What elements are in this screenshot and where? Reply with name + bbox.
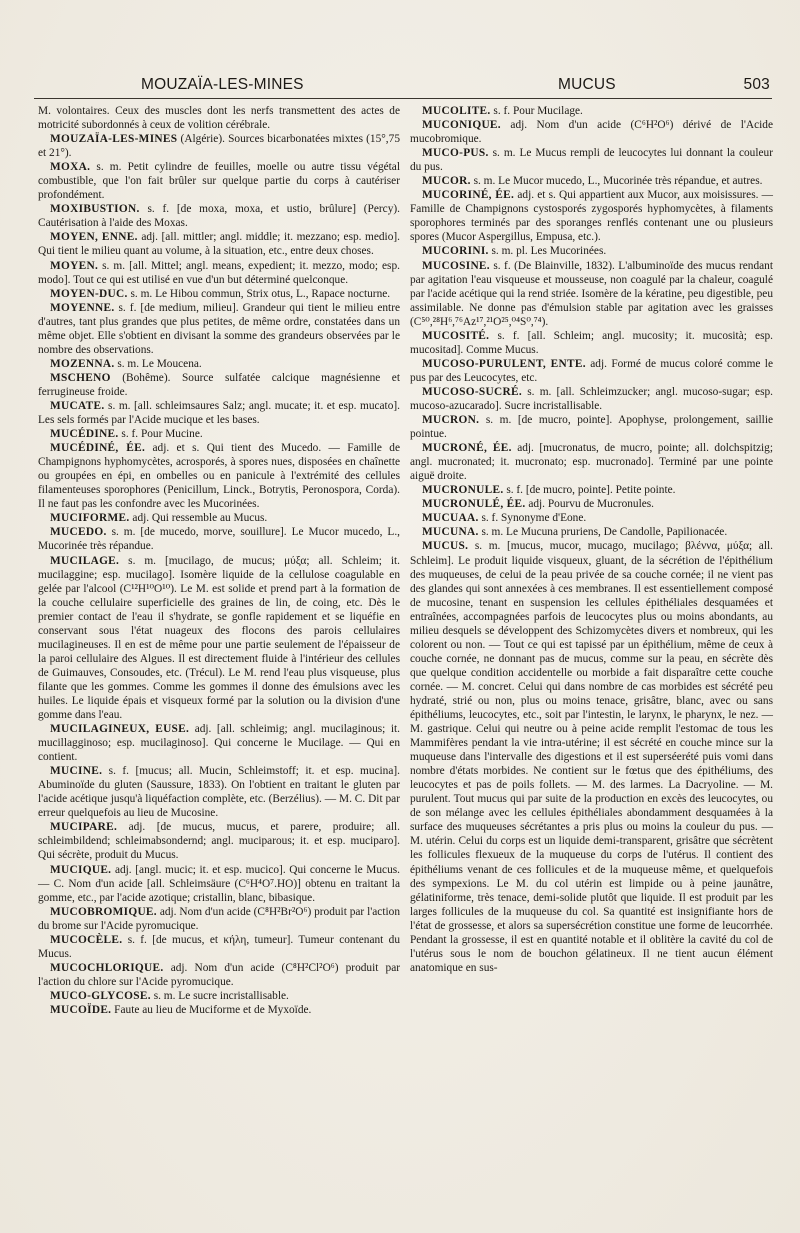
dictionary-entry	[38, 287, 400, 301]
dictionary-entry	[410, 511, 773, 525]
entry-definition: s. m. [de mucedo, morve, souillure]. Le Mucor mucedo, L., Mucorinée très répandue.	[38, 526, 401, 553]
entry-headword: MUCRONULÉ, ÉE.	[422, 498, 526, 511]
entry-definition: adj. et s. Qui tient des Mucedo. — Famille de Champignons hyphomycètes, acrosporés, à spores nues, disposées en chaînette ou groupées en épi, en ombelles ou en panicule à l'extrémité des cellules filamenteuses sporophores (Penicillum, Linck., Botrytis, Peronospora, Corda). Il ne faut pas les confondre avec les Mucorinées.	[38, 442, 400, 511]
dictionary-entry	[410, 357, 773, 385]
dictionary-entry	[38, 764, 400, 820]
entry-definition: adj. et s. Qui appartient aux Mucor, aux moisissures. — Famille de Champignons cystosporés zygosporés hyphomycètes, à filaments sporophores terminés par des sporanges renflés contenant une ou plusieurs spores (Mucor Aspergillus, Empusa, etc.).	[410, 189, 773, 244]
entry-headword: MUCEDO.	[50, 526, 107, 539]
entry-headword: MUCOSINE.	[422, 259, 490, 272]
dictionary-entry	[38, 511, 400, 525]
entry-headword: MOYEN-DUC.	[50, 287, 128, 300]
dictionary-entry	[410, 174, 773, 188]
entry-headword: MUCRONULE.	[422, 484, 504, 497]
dictionary-entry	[38, 301, 400, 357]
entry-definition: s. m. Le Hibou commun, Strix otus, L., Rapace nocturne.	[130, 287, 391, 300]
entry-definition: s. f. (De Blainville, 1832). L'albuminoïde des mucus rendant par agitation l'eau visqueuse et mousseuse, non coagulé par la chaleur, coagulé par l'acide acétique qui la rend striée. Isomère de la kératine, peu digestible, peu assimilable. Ne donne pas d'émulsion stable par agitation avec les graisses (C⁵⁰,²⁸H⁶,⁷⁶Az¹⁷,²¹O²⁵,⁰⁴S⁰,⁷⁴).	[410, 259, 773, 328]
entry-definition: s. m. Le Moucena.	[117, 357, 202, 370]
entry-headword: MUCIPARE.	[50, 821, 118, 834]
entry-headword: MUCOSITÉ.	[422, 329, 490, 342]
entry-definition: s. f. Synonyme d'Eone.	[481, 512, 587, 525]
dictionary-entry	[410, 497, 773, 511]
entry-headword: MUCORINI.	[422, 245, 489, 258]
dictionary-entry	[38, 427, 400, 441]
dictionary-entry	[410, 118, 773, 146]
dictionary-entry	[410, 244, 773, 258]
entry-headword: MOYEN, ENNE.	[50, 231, 138, 244]
entry-headword: MUCO-GLYCOSE.	[50, 989, 151, 1002]
dictionary-entry	[38, 202, 400, 230]
entry-headword: MOYEN.	[50, 259, 99, 272]
dictionary-entry	[38, 132, 400, 160]
dictionary-entry	[38, 722, 400, 764]
entry-headword: MUCRON.	[422, 414, 480, 427]
dictionary-entry	[38, 399, 400, 427]
entry-headword: MOXA.	[50, 161, 91, 174]
dictionary-entry	[410, 329, 773, 357]
running-header	[38, 76, 770, 96]
entry-headword: MUCORINÉ, ÉE.	[422, 189, 515, 202]
entry-definition: adj. Pourvu de Mucronules.	[528, 498, 655, 511]
entry-headword: MUCÉDINÉ, ÉE.	[50, 442, 146, 455]
dictionary-entry	[410, 188, 773, 244]
header-left-word: MOUZAÏA-LES-MINES	[141, 76, 304, 93]
entry-headword: MOZENNA.	[50, 357, 115, 370]
entry-headword: MUCATE.	[50, 399, 105, 412]
dictionary-entry	[38, 357, 400, 371]
entry-headword: MUCÉDINE.	[50, 428, 119, 441]
dictionary-entry	[38, 160, 400, 202]
entry-definition: s. m. Le Mucuna pruriens, De Candolle, Papilionacée.	[481, 526, 728, 539]
entry-definition: adj. Qui ressemble au Mucus.	[132, 512, 268, 525]
entry-definition: s. m. Le sucre incristallisable.	[153, 989, 289, 1002]
entry-headword: MUCOCHLORIQUE.	[50, 961, 164, 974]
entry-headword: MOXIBUSTION.	[50, 203, 140, 216]
entry-headword: MUCUNA.	[422, 526, 479, 539]
entry-headword: MUCRONÉ, ÉE.	[422, 442, 512, 455]
right-column	[410, 104, 773, 975]
entry-headword: MUCUS.	[422, 540, 469, 553]
dictionary-entry	[38, 1003, 400, 1017]
entry-definition: adj. [angl. mucic; it. et esp. mucico]. Qui concerne le Mucus. — C. Nom d'un acide [all. Schleimsäure (C⁶H⁴O⁷.HO)] obtenu en traitant la gomme, etc., par l'acide azotique; cristallin, blanc, bibasique.	[38, 863, 400, 904]
dictionary-entry	[410, 413, 773, 441]
dictionary-entry	[38, 989, 400, 1003]
entry-definition: s. m. [all. Mittel; angl. means, expedient; it. mezzo, modo; esp. modo]. Tout ce qui est utilisé en vue d'un but déterminé quelconque.	[38, 259, 400, 286]
entry-definition: s. m. pl. Les Mucorinées.	[491, 245, 607, 258]
entry-definition: s. f. Pour Mucilage.	[493, 105, 583, 117]
entry-headword: MUCO-PUS.	[422, 147, 489, 160]
entry-definition: s. m. [de mucro, pointe]. Apophyse, prolongement, saillie pointue.	[410, 414, 774, 441]
header-rule	[34, 98, 772, 99]
dictionary-entry	[38, 230, 400, 258]
entry-headword: MUCOBROMIQUE.	[50, 905, 157, 918]
dictionary-entry	[38, 863, 400, 905]
header-right-word: MUCUS	[558, 76, 616, 93]
entry-headword: MUCOCÈLE.	[50, 933, 123, 946]
entry-definition: s. f. [mucus; all. Mucin, Schleimstoff; it. et esp. mucina]. Abuminoïde du gluten (Saussure, 1833). On l'obtient en traitant le gluten par l'acide acétique jusqu'à liquéfaction complète, etc. (Berzélius). — M. C. Dit par erreur quelquefois au lieu de Mucosine.	[38, 765, 401, 820]
entry-definition: s. f. [all. Schleim; angl. mucosity; it. mucosità; esp. mucositad]. Comme Mucus.	[410, 329, 773, 356]
entry-headword: MUCOR.	[422, 175, 471, 188]
entry-definition: adj. Formé de mucus coloré comme le pus par des Leucocytes, etc.	[410, 357, 773, 384]
dictionary-entry	[38, 933, 400, 961]
entry-headword: MSCHENO	[50, 371, 111, 384]
entry-headword: MUCILAGINEUX, EUSE.	[50, 723, 190, 736]
dictionary-entry	[38, 441, 400, 511]
entry-definition: s. f. [de medium, milieu]. Grandeur qui tient le milieu entre d'autres, tant plus grandes que plus petites, de même ordre, constatées dans un même objet. Elle s'obtient en divisant la somme des grandeurs observées par le nombre des observations.	[38, 301, 401, 356]
entry-definition: adj. [de mucus, mucus, et parere, produire; all. schleimbildend; schleimabsondernd; angl. muciparous; it. et esp. muciparo]. Qui sécrète, produit du Mucus.	[38, 821, 400, 862]
dictionary-entry	[410, 483, 773, 497]
dictionary-entry	[38, 961, 400, 989]
dictionary-entry	[410, 525, 773, 539]
left-column	[38, 104, 400, 1017]
entry-headword: MUCIQUE.	[50, 863, 112, 876]
page-number: 503	[743, 76, 770, 93]
dictionary-entry	[410, 539, 773, 974]
entry-headword: MUCUAA.	[422, 512, 479, 525]
dictionary-entry	[38, 820, 400, 862]
entry-definition: adj. Nom d'un acide (C⁶H²O⁶) dérivé de l'Acide mucobromique.	[410, 119, 773, 146]
entry-definition: s. f. [de mucus, et κήλη, tumeur]. Tumeur contenant du Mucus.	[38, 933, 400, 960]
entry-headword: MUCOÏDE.	[50, 1004, 112, 1016]
dictionary-entry	[410, 146, 773, 174]
entry-definition: adj. Nom d'un acide (C⁸H²Br²O⁶) produit par l'action du brome sur l'Acide pyromucique.	[38, 905, 400, 932]
entry-headword: MUCOSO-PURULENT, ENTE.	[422, 357, 586, 370]
dictionary-entry	[410, 441, 773, 483]
entry-definition: adj. [all. mittler; angl. middle; it. mezzano; esp. medio]. Qui tient le milieu quant au volume, à la situation, etc., entre deux choses.	[38, 231, 400, 258]
entry-definition: M. volontaires. Ceux des muscles dont les nerfs transmettent des actes de motricité subordonnés à ceux de volition cérébrale.	[38, 105, 400, 132]
entry-headword: MUCILAGE.	[50, 554, 120, 567]
entry-definition: (Algérie). Sources bicarbonatées mixtes (15°,75 et 21°).	[38, 133, 400, 160]
entry-headword: MUCINE.	[50, 765, 103, 778]
entry-headword: MUCOLITE.	[422, 105, 491, 117]
dictionary-entry	[38, 905, 400, 933]
entry-headword: MOYENNE.	[50, 301, 115, 314]
dictionary-entry	[38, 371, 400, 399]
entry-definition: adj. [all. schleimig; angl. mucilaginous; it. mucillagginoso; esp. mucilaginoso]. Qui concerne le Mucilage. — Qui en contient.	[38, 723, 400, 764]
entry-definition: (Bohême). Source sulfatée calcique magnésienne et ferrugineuse froide.	[38, 371, 400, 398]
dictionary-entry	[38, 525, 400, 553]
entry-definition: s. f. [de mucro, pointe]. Petite pointe.	[506, 484, 676, 497]
entry-definition: s. f. [de moxa, moxa, et ustio, brûlure] (Percy). Cautérisation à l'aide des Moxas.	[38, 203, 400, 230]
entry-definition: s. m. Le Mucor mucedo, L., Mucorinée très répandue, et autres.	[473, 175, 763, 188]
entry-definition: s. m. [all. Schleimzucker; angl. mucoso-sugar; esp. mucoso-azucarado]. Sucre incristallisable.	[410, 385, 774, 412]
entry-headword: MOUZAÏA-LES-MINES	[50, 133, 178, 146]
entry-headword: MUCOSO-SUCRÉ.	[422, 385, 523, 398]
entry-headword: MUCONIQUE.	[422, 119, 501, 132]
dictionary-entry	[410, 104, 773, 118]
dictionary-entry	[38, 104, 400, 132]
entry-definition: s. m. [mucilago, de mucus; μύξα; all. Schleim; it. mucilaggine; esp. mucilago]. Isomère liquide de la cellulose coagulable en gelée par l'alcool (C¹²H¹⁰O¹⁰). Le M. est solide et prend part à la formation de la couche cellulaire superficielle des graines de lin, de coing, etc. Dès le premier contact de l'eau il s'hydrate, se gonfle rapidement et se liquéfie en conservant sous l'état nuageux des flocons des parois cellulaires mucilagineuses. Il en est de même pour une partie seulement de l'épaisseur de la paroi cellulaire des Algues. Il est directement fluide à l'intérieur des cellules de Guimauves, Consoudes, etc. (Trécul). Le M. rend l'eau plus visqueuse, plus filante que les gommes. Comme les gommes il donne des émulsions avec les huiles. Le liquide épais et visqueux formé par la solution ou la division d'une gomme dans l'eau.	[38, 554, 400, 722]
entry-definition: s. m. Petit cylindre de feuilles, moelle ou autre tissu végétal combustible, que l'on fait brûler sur quelque partie du corps à cautériser profondément.	[38, 161, 400, 202]
entry-definition: Faute au lieu de Muciforme et de Myxoïde.	[114, 1004, 312, 1016]
entry-definition: s. f. Pour Mucine.	[121, 428, 203, 441]
entry-definition: adj. [mucronatus, de mucro, pointe; all. dolchspitzig; angl. mucronated; it. mucronato; esp. mucronado]. Terminé par une pointe aiguë droite.	[410, 442, 773, 483]
entry-definition: adj. Nom d'un acide (C⁸H²Cl²O⁶) produit par l'action du chlore sur l'Acide pyromucique.	[38, 961, 401, 988]
entry-definition: s. m. [all. schleimsaures Salz; angl. mucate; it. et esp. mucato]. Les sels formés par l'Acide mucique et les bases.	[38, 399, 400, 427]
entry-definition: s. m. Le Mucus rempli de leucocytes lui donnant la couleur du pus.	[410, 147, 773, 174]
dictionary-entry	[38, 259, 400, 287]
dictionary-entry	[410, 259, 773, 329]
entry-headword: MUCIFORME.	[50, 512, 130, 525]
dictionary-entry	[410, 385, 773, 413]
dictionary-entry	[38, 554, 400, 723]
entry-definition: s. m. [mucus, mucor, mucago, mucilago; βλέννα, μύξα; all. Schleim]. Le produit liquide visqueux, gluant, de la sécrétion de l'épithélium des muqueuses, de celui de la peau privée de sa couche cornée; il ne vient pas des glandes qui sont annexées à ces membranes. Il est essentiellement composé de mucosine, tenant en suspension les cellules épithéliales desquamées et entraînées, accompagnées parfois de leucocytes plus ou moins abondants, au milieu desquels se développent des Schizomycètes divers et nombreux, qui les colorent ou non. — Tout ce qui est tapissé par un épithélium, même de ceux à couche cornée, ne donnant pas de mucus, comme sur la peau, en sécrète dès que quelque condition accidentelle ou morbide a fait disparaître cette couche cornée. — M. concret. Celui qui dans nombre de cas morbides est sécrété peu hydraté, strié ou non, plus ou moins tenace, grisâtre, blanc, avec ou sans épithéliums, leucocytes, etc., soit par l'intestin, le larynx, le pharynx, le nez. — M. gastrique. Celui qui neutre ou à peine acide remplit l'estomac de tous les Mammifères pendant la vie intra-utérine; il est sécrété en couche mince sur la muqueuse dans l'intervalle des digestions et il est superséerété puis vomi dans nombre d'états morbides. Ne contient sur le fœtus que des épithéliums, des leucocytes et pas de poils follets. — M. des larmes. La Dacryoline. — M. purulent. Tout mucus qui par suite de la production en excès des leucocytes, ou de son mélange avec les cellules épithéliales abondamment desquamées à la surface des muqueuses sécrétantes a pris plus ou moins la couleur du pus. — M. utérin. Celui du corps est un liquide demi-transparent, grisâtre que sécrètent les follicules flexueux de la muqueuse du corps de l'utérus. Il contient des épithéliums venant de ces follicules et de la muqueuse même, et quelquefois des sympexions. Le M. du col utérin est limpide ou à peine jaunâtre, gélatiniforme, très tenace, demi-solide plutôt que liquide. Il est produit par les larges follicules de la muqueuse du col. Sa quantité est insignifiante hors de l'état de grossesse, et alors sa supersécrétion constitue une forme de leucorrhée. Pendant la grossesse, il est en quantité notable et il oblitère la cavité du col de l'utérus sous le nom de bouchon gélatineux. Il ne tient aucun élément anatomique en sus-	[410, 540, 773, 974]
